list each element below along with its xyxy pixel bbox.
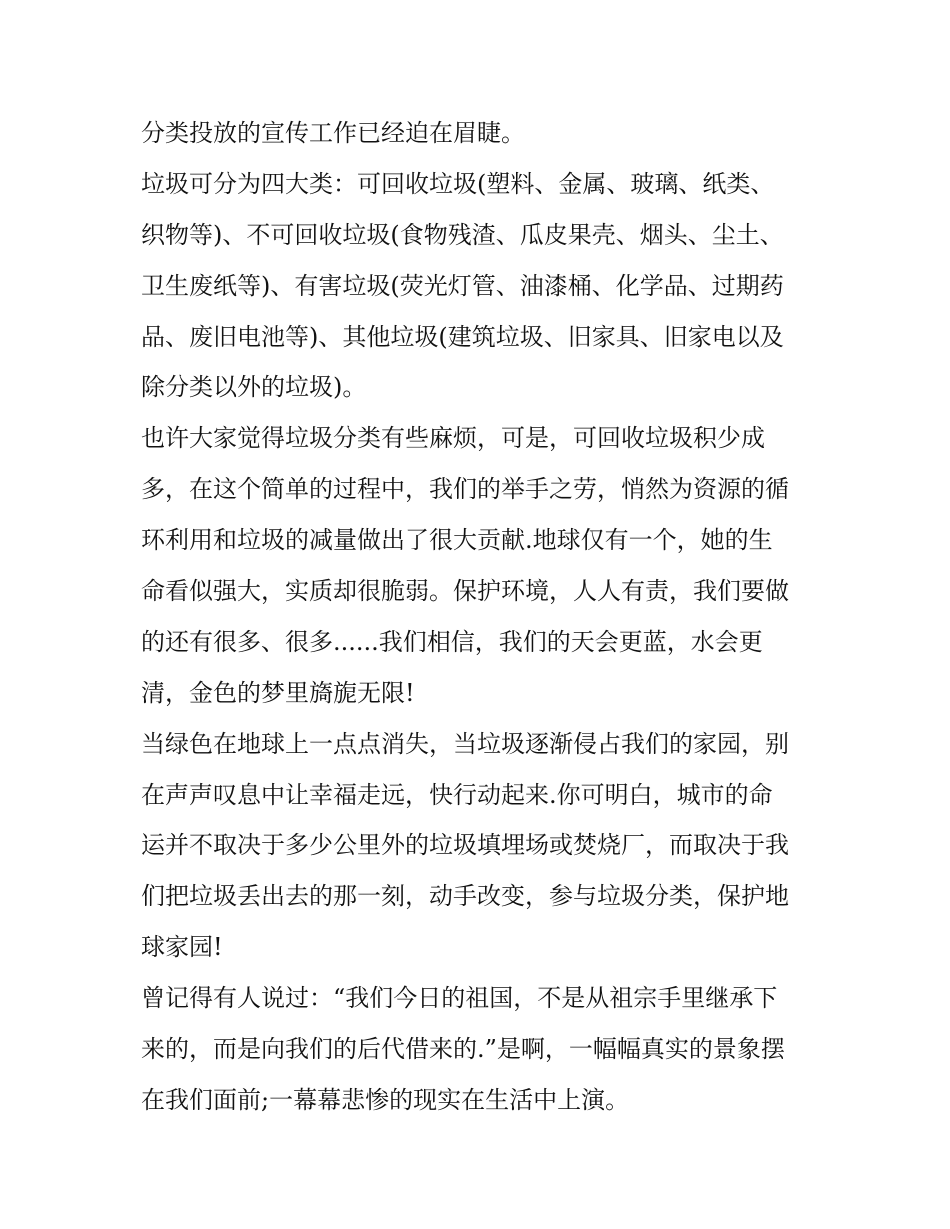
text-line: 在声声叹息中让幸福走远，快行动起来.你可明白，城市的命 <box>141 780 773 809</box>
text-line: 品、废旧电池等)、其他垃圾(建筑垃圾、旧家具、旧家电以及 <box>141 322 784 351</box>
text-line: 当绿色在地球上一点点消失，当垃圾逐渐侵占我们的家园，别 <box>141 729 789 758</box>
text-line: 在我们面前;一幕幕悲惨的现实在生活中上演。 <box>141 1085 630 1114</box>
text-line: 运并不取决于多少公里外的垃圾填埋场或焚烧厂，而取决于我 <box>141 831 789 860</box>
text-line: 的还有很多、很多......我们相信，我们的天会更蓝，水会更 <box>141 627 763 656</box>
text-line: 也许大家觉得垃圾分类有些麻烦，可是，可回收垃圾积少成 <box>141 424 765 453</box>
text-line: 球家园! <box>141 933 223 962</box>
text-line: 多，在这个简单的过程中，我们的举手之劳，悄然为资源的循 <box>141 475 789 504</box>
text-line: 命看似强大，实质却很脆弱。保护环境，人人有责，我们要做 <box>141 577 789 606</box>
text-line: 垃圾可分为四大类：可回收垃圾(塑料、金属、玻璃、纸类、 <box>141 169 775 198</box>
text-line: 们把垃圾丢出去的那一刻，动手改变，参与垃圾分类，保护地 <box>141 882 789 911</box>
text-line: 来的，而是向我们的后代借来的.”是啊，一幅幅真实的景象摆 <box>141 1035 785 1064</box>
body-text <box>141 108 821 1126</box>
text-line: 除分类以外的垃圾)。 <box>141 373 367 402</box>
text-line: 清，金色的梦里旖旎无限! <box>141 678 415 707</box>
text-line: 环利用和垃圾的减量做出了很大贡献.地球仅有一个，她的生 <box>141 526 773 555</box>
text-line: 分类投放的宣传工作已经迫在眉睫。 <box>141 119 525 147</box>
text-line: 卫生废纸等)、有害垃圾(荧光灯管、油漆桶、化学品、过期药 <box>141 271 784 300</box>
text-line: 织物等)、不可回收垃圾(食物残渣、瓜皮果壳、烟头、尘土、 <box>141 220 784 249</box>
text-line: 曾记得有人说过：“我们今日的祖国，不是从祖宗手里继承下 <box>141 984 778 1013</box>
